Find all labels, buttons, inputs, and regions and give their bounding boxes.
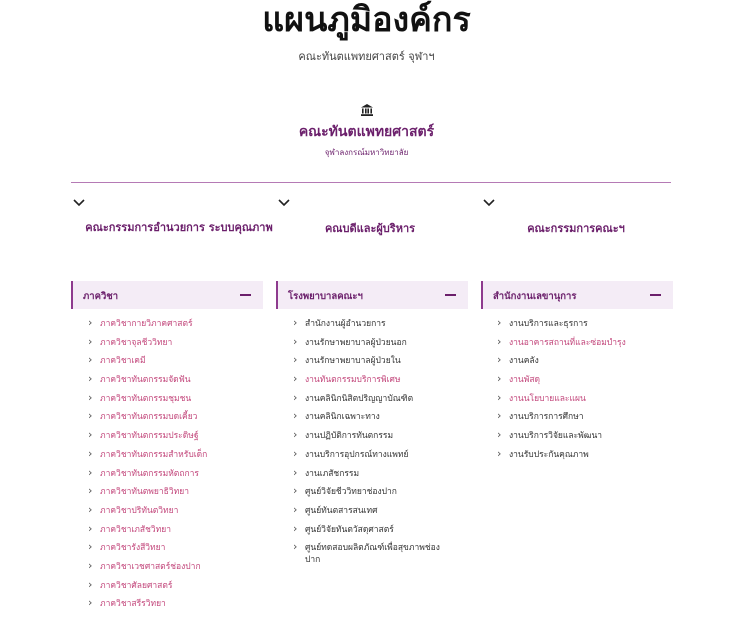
list-item[interactable]: › ศูนย์วิจัยทันตวัสดุศาสตร์ bbox=[293, 524, 453, 536]
minus-icon[interactable] bbox=[650, 294, 661, 296]
list-item[interactable]: › งานอาคารสถานที่และซ่อมบำรุง bbox=[497, 337, 672, 349]
list-item[interactable]: › ภาควิชารังสีวิทยา bbox=[88, 542, 273, 554]
accordion-label: สำนักงานเลขานุการ bbox=[493, 291, 577, 302]
list-item[interactable]: › งานทันตกรรมบริการพิเศษ bbox=[293, 374, 453, 386]
list-item[interactable]: › ศูนย์วิจัยชีววิทยาช่องปาก bbox=[293, 486, 453, 498]
list-item[interactable]: › ภาควิชาเวชศาสตร์ช่องปาก bbox=[88, 561, 273, 573]
group-title-dean-executives[interactable]: คณบดีและผู้บริหาร bbox=[324, 222, 416, 235]
chevron-down-icon[interactable] bbox=[278, 198, 290, 208]
page-title: แผนภูมิองค์กร bbox=[262, 0, 471, 40]
list-item[interactable]: › ศูนย์ทดสอบผลิตภัณฑ์เพื่อสุขภาพช่องปาก bbox=[293, 542, 453, 566]
list-item[interactable]: › ศูนย์ทันตสารสนเทศ bbox=[293, 505, 453, 517]
list-item[interactable]: › งานบริการการศึกษา bbox=[497, 411, 672, 423]
accordion-label: โรงพยาบาลคณะฯ bbox=[288, 291, 363, 302]
list-item[interactable]: › ภาควิชาทันตกรรมชุมชน bbox=[88, 393, 273, 405]
group-title-quality-committee[interactable]: คณะกรรมการอำนวยการ ระบบคุณภาพ bbox=[85, 221, 273, 234]
accordion-departments[interactable] bbox=[71, 281, 263, 309]
list-item[interactable]: › ภาควิชาทันตกรรมจัดฟัน bbox=[88, 374, 273, 386]
group-title-faculty-committee[interactable]: คณะกรรมการคณะฯ bbox=[527, 222, 625, 235]
list-item[interactable]: › งานเภสัชกรรม bbox=[293, 468, 453, 480]
chevron-down-icon[interactable] bbox=[483, 198, 495, 208]
chevron-down-icon[interactable] bbox=[73, 198, 85, 208]
list-item[interactable]: › สำนักงานผู้อำนวยการ bbox=[293, 318, 453, 330]
list-item[interactable]: › งานคลินิกเฉพาะทาง bbox=[293, 411, 453, 423]
minus-icon[interactable] bbox=[445, 294, 456, 296]
list-item[interactable]: › งานคลินิกนิสิตปริญญาบัณฑิต bbox=[293, 393, 453, 405]
list-item[interactable]: › งานปฏิบัติการทันตกรรม bbox=[293, 430, 453, 442]
page-subtitle: คณะทันตแพทยศาสตร์ จุฬาฯ bbox=[298, 50, 435, 63]
minus-icon[interactable] bbox=[240, 294, 251, 296]
list-item[interactable]: › ภาควิชาทันตกรรมหัตถการ bbox=[88, 468, 273, 480]
list-item[interactable]: › งานรักษาพยาบาลผู้ป่วยใน bbox=[293, 355, 453, 367]
list-item[interactable]: › ภาควิชาจุลชีววิทยา bbox=[88, 337, 273, 349]
list-item[interactable]: › ภาควิชากายวิภาคศาสตร์ bbox=[88, 318, 273, 330]
accordion-label: ภาควิชา bbox=[83, 291, 119, 302]
accordion-secretariat[interactable] bbox=[481, 281, 673, 309]
list-item[interactable]: › ภาควิชาปริทันตวิทยา bbox=[88, 505, 273, 517]
accordion-hospital[interactable] bbox=[276, 281, 468, 309]
secretariat-list bbox=[497, 318, 672, 468]
list-item[interactable]: › ภาควิชาทันตกรรมบดเคี้ยว bbox=[88, 411, 273, 423]
list-item[interactable]: › งานนโยบายและแผน bbox=[497, 393, 672, 405]
institution-icon bbox=[360, 103, 374, 117]
list-item[interactable]: › งานบริการวิจัยและพัฒนา bbox=[497, 430, 672, 442]
list-item[interactable]: › ภาควิชาทันตกรรมสำหรับเด็ก bbox=[88, 449, 273, 461]
list-item[interactable]: › งานคลัง bbox=[497, 355, 672, 367]
list-item[interactable]: › งานรับประกันคุณภาพ bbox=[497, 449, 672, 461]
list-item[interactable]: › ภาควิชาทันตพยาธิวิทยา bbox=[88, 486, 273, 498]
list-item[interactable]: › งานบริการอุปกรณ์ทางแพทย์ bbox=[293, 449, 453, 461]
org-name: คณะทันตแพทยศาสตร์ bbox=[298, 124, 435, 140]
divider bbox=[71, 182, 671, 183]
department-list bbox=[88, 318, 273, 617]
org-subtitle: จุฬาลงกรณ์มหาวิทยาลัย bbox=[324, 148, 409, 157]
list-item[interactable]: › ภาควิชาเภสัชวิทยา bbox=[88, 524, 273, 536]
list-item[interactable]: › ภาควิชาเคมี bbox=[88, 355, 273, 367]
list-item[interactable]: › งานรักษาพยาบาลผู้ป่วยนอก bbox=[293, 337, 453, 349]
list-item[interactable]: › ภาควิชาสรีรวิทยา bbox=[88, 598, 273, 610]
list-item[interactable]: › ภาควิชาศัลยศาสตร์ bbox=[88, 580, 273, 592]
list-item[interactable]: › งานพัสดุ bbox=[497, 374, 672, 386]
list-item[interactable]: › งานบริการและธุรการ bbox=[497, 318, 672, 330]
hospital-list bbox=[293, 318, 453, 573]
list-item[interactable]: › ภาควิชาทันตกรรมประดิษฐ์ bbox=[88, 430, 273, 442]
